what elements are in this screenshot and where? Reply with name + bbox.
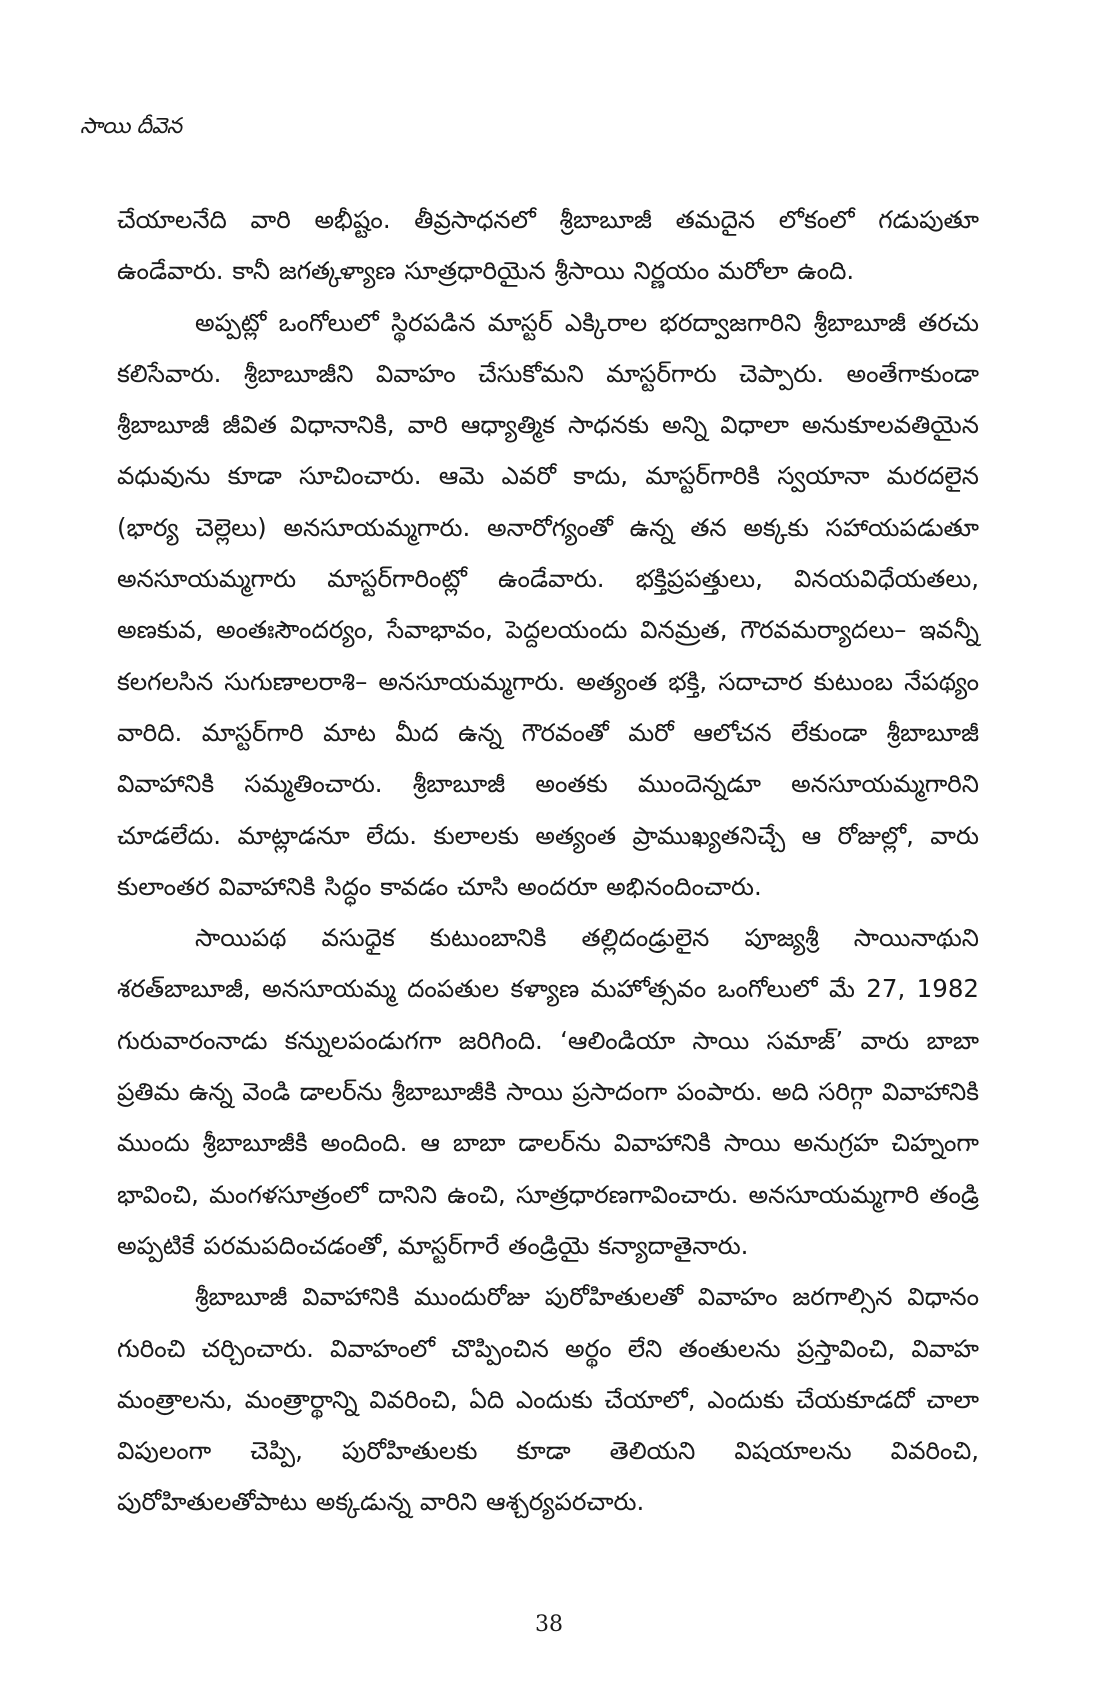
page-number: 38 (535, 1612, 563, 1637)
paragraph-1: చేయాలనేది వారి అభీష్టం. తీవ్రసాధనలో శ్రీబాబూజీ తమదైన లోకంలో గడుపుతూ ఉండేవారు. కానీ జగత్కళ్యాణ సూత్రధారియైన శ్రీసాయి నిర్ణయం మరోలా ఉంది. (117, 205, 979, 286)
paragraph-4: శ్రీబాబూజీ వివాహానికి ముందురోజు పురోహితులతో వివాహం జరగాల్సిన విధానం గురించి చర్చించారు. వివాహంలో చొప్పించిన అర్థం లేని తంతులను ప్రస్తావించి, వివాహ మంత్రాలను, మంత్రార్థాన్ని వివరించి, ఏది ఎందుకు చేయాలో, ఎందుకు చేయకూడదో చాలా విపులంగా చెప్పి, పురోహితులకు కూడా తెలియని విషయాలను వివరించి, పురోహితులతోపాటు అక్కడున్న వారిని ఆశ్చర్యపరచారు. (117, 1282, 979, 1517)
paragraph-2: అప్పట్లో ఒంగోలులో స్థిరపడిన మాస్టర్ ఎక్కిరాల భరద్వాజగారిని శ్రీబాబూజీ తరచు కలిసేవారు. శ్రీబాబూజీని వివాహం చేసుకోమని మాస్టర్‌గారు చెప్పారు. అంతేగాకుండా శ్రీబాబూజీ జీవిత విధానానికి, వారి ఆధ్యాత్మిక సాధనకు అన్ని విధాలా అనుకూలవతియైన వధువును కూడా సూచించారు. ఆమె ఎవరో కాదు, మాస్టర్‌గారికి స్వయానా మరదలైన (భార్య చెల్లెలు) అనసూయమ్మగారు. అనారోగ్యంతో ఉన్న తన అక్కకు సహాయపడుతూ అనసూయమ్మగారు మాస్టర్‌గారింట్లో ఉండేవారు. భక్తిప్రపత్తులు, వినయవిధేయతలు, అణకువ, అంతఃసౌందర్యం, సేవాభావం, పెద్దలయందు వినమ్రత, గౌరవమర్యాదలు– ఇవన్నీ కలగలసిన సుగుణాలరాశి– అనసూయమ్మగారు. అత్యంత భక్తి, సదాచార కుటుంబ నేపథ్యం వారిది. మాస్టర్‌గారి మాట మీద ఉన్న గౌరవంతో మరో ఆలోచన లేకుండా శ్రీబాబూజీ వివాహానికి సమ్మతించారు. శ్రీబాబూజీ అంతకు ముందెన్నడూ అనసూయమ్మగారిని చూడలేదు. మాట్లాడనూ లేదు. కులాలకు అత్యంత ప్రాముఖ్యతనిచ్చే ఆ రోజుల్లో, వారు కులాంతర వివాహానికి సిద్ధం కావడం చూసి అందరూ అభినందించారు. (117, 307, 979, 901)
paragraph-3: సాయిపథ వసుధైక కుటుంబానికి తల్లిదండ్రులైన పూజ్యశ్రీ సాయినాథుని శరత్‌బాబూజీ, అనసూయమ్మ దంపతుల కళ్యాణ మహోత్సవం ఒంగోలులో మే 27, 1982 గురువారంనాడు కన్నులపండుగగా జరిగింది. ‘ఆలిండియా సాయి సమాజ్’ వారు బాబా ప్రతిమ ఉన్న వెండి డాలర్‌ను శ్రీబాబూజీకి సాయి ప్రసాదంగా పంపారు. అది సరిగ్గా వివాహానికి ముందు శ్రీబాబూజీకి అందింది. ఆ బాబా డాలర్‌ను వివాహానికి సాయి అనుగ్రహ చిహ్నంగా భావించి, మంగళసూత్రంలో దానిని ఉంచి, సూత్రధారణగావించారు. అనసూయమ్మగారి తండ్రి అప్పటికే పరమపదించడంతో, మాస్టర్‌గారే తండ్రియై కన్యాదాతైనారు. (117, 923, 979, 1260)
running-header-title: సాయి దీవెన (80, 114, 182, 139)
page-body (117, 194, 979, 1528)
